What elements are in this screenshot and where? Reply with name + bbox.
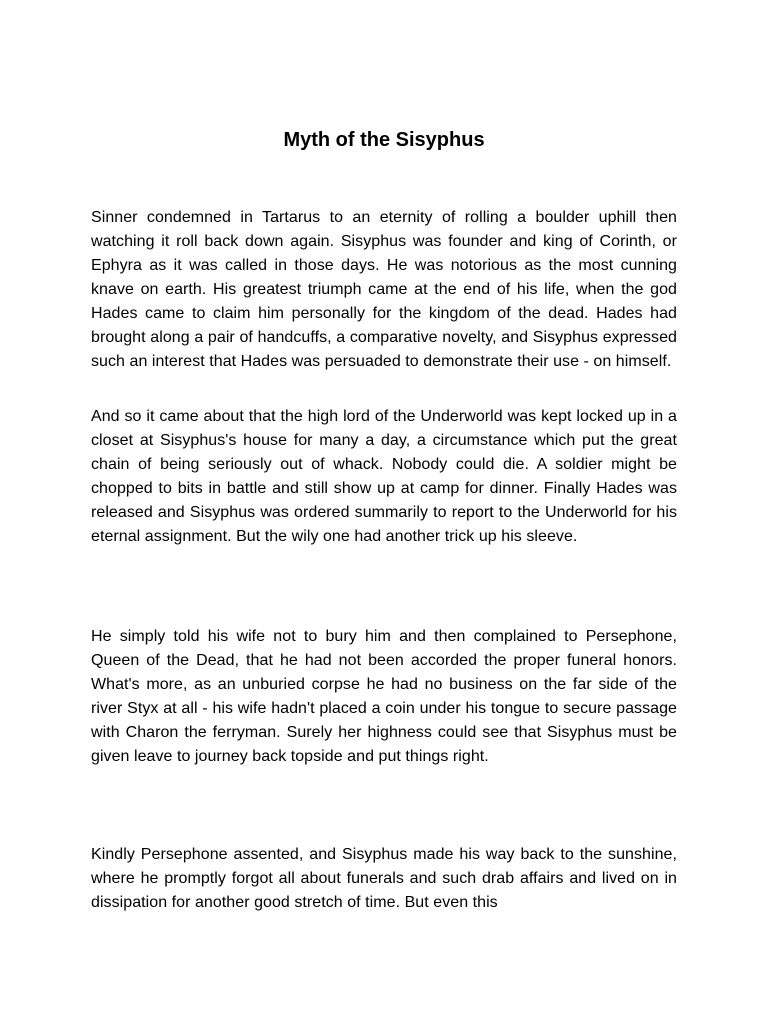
paragraph-4: Kindly Persephone assented, and Sisyphus made his way back to the sunshine, where he promptly forgot all about funerals and such drab affairs and lived on in dissipation for another good stretch of time. But even this <box>91 846 677 911</box>
document-title: Myth of the Sisyphus <box>283 129 485 151</box>
paragraph-1: Sinner condemned in Tartarus to an eternity of rolling a boulder uphill then watching it roll back down again. Sisyphus was founder and king of Corinth, or Ephyra as it was called in those days. He was notorious as the most cunning knave on earth. His greatest triumph came at the end of his life, when the god Hades came to claim him personally for the kingdom of the dead. Hades had brought along a pair of handcuffs, a comparative novelty, and Sisyphus expressed such an interest that Hades was persuaded to demonstrate their use - on himself. <box>91 209 677 370</box>
paragraph-2: And so it came about that the high lord of the Underworld was kept locked up in a closet at Sisyphus's house for many a day, a circumstance which put the great chain of being seriously out of whack. Nobody could die. A soldier might be chopped to bits in battle and still show up at camp for dinner. Finally Hades was released and Sisyphus was ordered summarily to report to the Underworld for his eternal assignment. But the wily one had another trick up his sleeve. <box>91 408 677 545</box>
paragraph-3: He simply told his wife not to bury him and then complained to Persephone, Queen of the Dead, that he had not been accorded the proper funeral honors. What's more, as an unburied corpse he had no business on the far side of the river Styx at all - his wife hadn't placed a coin under his tongue to secure passage with Charon the ferryman. Surely her highness could see that Sisyphus must be given leave to journey back topside and put things right. <box>91 628 677 765</box>
